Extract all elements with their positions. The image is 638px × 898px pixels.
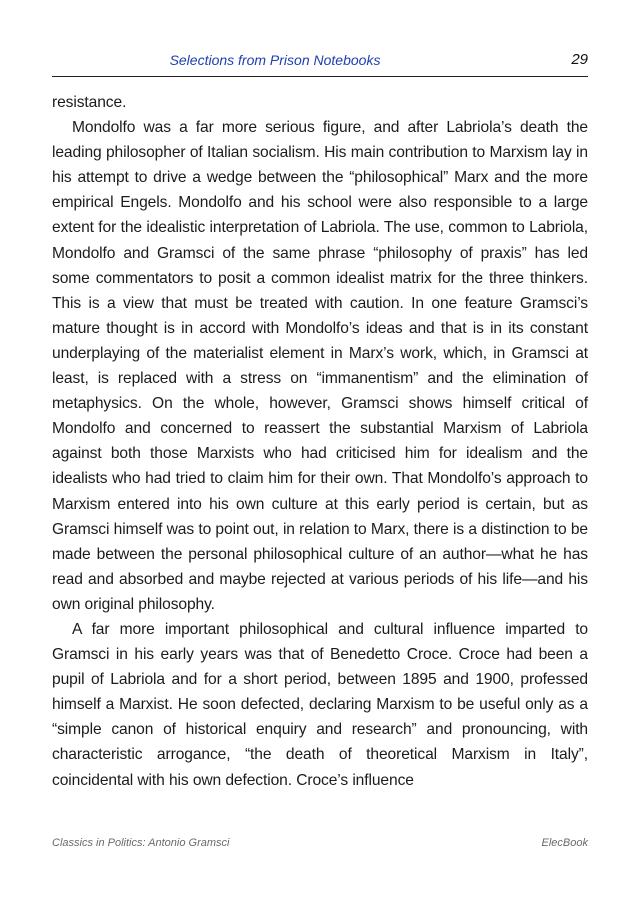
footer-publisher: ElecBook <box>541 837 588 849</box>
body-text <box>52 90 588 793</box>
page-footer <box>52 835 588 853</box>
paragraph-continuation: resistance. <box>52 94 127 111</box>
footer-book-title: Classics in Politics: Antonio Gramsci <box>52 837 230 849</box>
paragraph: Mondolfo was a far more serious figure, and after Labriola’s death the leading philosopher of Italian socialism. His main contribution to Marxism lay in his attempt to drive a wedge between the “philosophical” Marx and the more empirical Engels. Mondolfo and his school were also responsible to a large extent for the idealistic interpretation of Labriola. The use, common to Labriola, Mondolfo and Gramsci of the same phrase “philosophy of praxis” has led some commentators to posit a common idealist matrix for the three thinkers. This is a view that must be treated with caution. In one feature Gramsci’s mature thought is in accord with Mondolfo’s ideas and that is in its constant underplaying of the materialist element in Marx’s work, which, in Gramsci at least, is replaced with a stress on “immanentism” and the elimination of metaphysics. On the whole, however, Gramsci shows himself critical of Mondolfo and concerned to reassert the substantial Marxism of Labriola against both those Marxists who had criticised him for idealism and the idealists who had tried to claim him for their own. That Mondolfo’s approach to Marxism entered into his own culture at this early period is certain, but as Gramsci himself was to point out, in relation to Marx, there is a distinction to be made between the personal philosophical culture of an author—what he has read and absorbed and maybe rejected at various periods of his life—and his own original philosophy. <box>52 119 588 613</box>
paragraph: A far more important philosophical and cultural influence imparted to Gramsci in his early years was that of Benedetto Croce. Croce had been a pupil of Labriola and for a short period, between 1895 and 1900, professed himself a Marxist. He soon defected, declaring Marxism to be useful only as a “simple canon of historical enquiry and research” and pronouncing, with characteristic arrogance, “the death of theoretical Marxism in Italy”, coincidental with his own defection. Croce’s influence <box>52 620 588 789</box>
page-number: 29 <box>571 51 588 68</box>
running-header <box>52 50 588 77</box>
running-title: Selections from Prison Notebooks <box>169 52 381 68</box>
